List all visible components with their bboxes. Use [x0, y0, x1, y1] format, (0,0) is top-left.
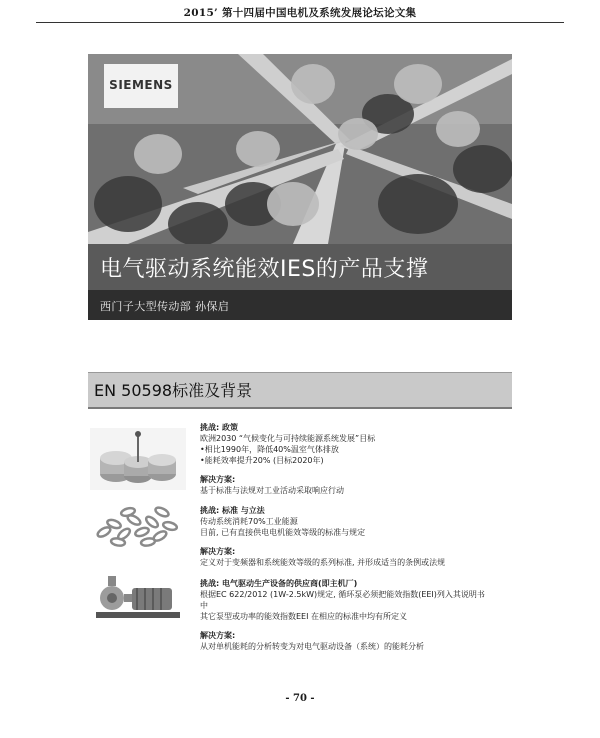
- slide2-title-rule: [88, 407, 512, 409]
- section3-solution: 从对单机能耗的分析转变为对电气驱动设备（系统）的能耗分析: [200, 642, 424, 651]
- section3-heading: 挑战: 电气驱动生产设备的供应商(即主机厂): [200, 579, 358, 588]
- section1-line-1: 欧洲2030 “气候变化与可持续能源系统发展”目标: [200, 434, 376, 443]
- logo-text: SIEMENS: [109, 78, 173, 92]
- title-slide: [88, 54, 512, 320]
- section1-solution-label: 解决方案:: [200, 475, 236, 484]
- section2-heading: 挑战: 标准 与立法: [200, 506, 265, 515]
- section3-line-3: 其它泵型或功率的能效指数EEI 在相应的标准中均有所定义: [200, 612, 408, 621]
- section3-line-1: 根据EC 622/2012 (1W-2.5kW)规定, 循环泵必须把能效指数(EEI)列入其说明书: [200, 590, 485, 599]
- slide-title: 电气驱动系统能效IES的产品支撑: [100, 257, 429, 282]
- section1-solution: 基于标准与法规对工业活动采取响应行动: [200, 486, 344, 495]
- section3-solution-label: 解决方案:: [200, 631, 236, 640]
- siemens-logo: [104, 64, 178, 108]
- section2-solution: 定义对于变频器和系统能效等级的系列标准, 并形成适当的条例或法规: [200, 558, 446, 567]
- page-number: - 70 -: [285, 693, 315, 704]
- section3-line-2: 中: [200, 601, 208, 610]
- slide2-title: EN 50598标准及背景: [94, 381, 253, 400]
- header-rule: [36, 22, 564, 23]
- slide-author: 西门子大型传动部 孙保启: [100, 300, 230, 313]
- standards-slide: [88, 372, 512, 662]
- section1-line-2: •相比1990年，降低40%温室气体排放: [200, 445, 339, 454]
- running-header: 2015’ 第十四届中国电机及系统发展论坛论文集: [183, 7, 417, 19]
- weights-icon: [90, 428, 186, 490]
- section1-line-3: •能耗效率提升20% (目标2020年): [200, 456, 324, 465]
- pump-motor-icon: [92, 574, 184, 624]
- section2-line-2: 目前, 已有直接供电电机能效等级的标准与规定: [200, 528, 366, 537]
- section2-line-1: 传动系统消耗70%工业能源: [200, 517, 298, 526]
- chain-links-icon: [92, 502, 184, 550]
- section2-solution-label: 解决方案:: [200, 547, 236, 556]
- section1-heading: 挑战: 政策: [200, 423, 238, 432]
